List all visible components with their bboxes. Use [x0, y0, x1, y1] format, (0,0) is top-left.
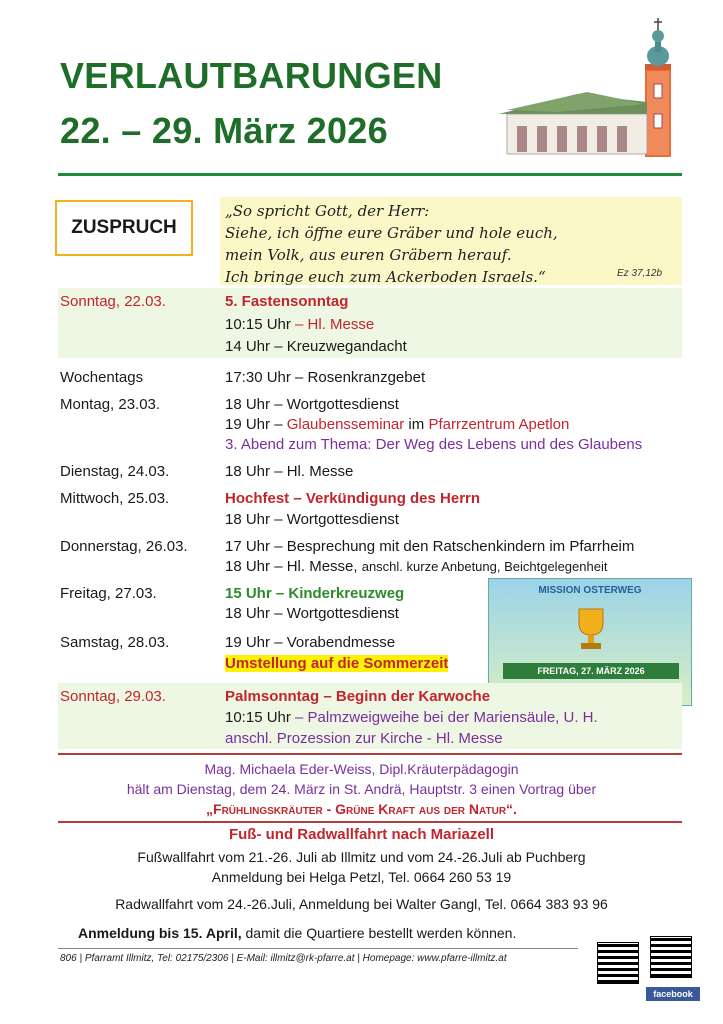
pilgrimage-line: Radwallfahrt vom 24.-26.Juli, Anmeldung bei Walter Gangl, Tel. 0664 383 93 96	[115, 896, 608, 912]
event-line: 19 Uhr – Vorabendmesse	[225, 634, 396, 651]
scripture-reference: Ez 37,12b	[617, 268, 663, 279]
trophy-icon	[571, 605, 611, 653]
dst-notice: Umstellung auf die Sommerzeit	[225, 655, 449, 672]
header-divider	[58, 173, 682, 176]
event-title: 5. Fastensonntag	[225, 293, 349, 310]
pilgrimage-line: Fußwallfahrt vom 21.-26. Juli ab Illmitz und vom 24.-26.Juli ab Puchberg	[137, 849, 586, 865]
quote-line: „So spricht Gott, der Herr:	[225, 202, 430, 220]
event-line: 18 Uhr – Hl. Messe, anschl. kurze Anbetung, Beichtgelegenheit	[225, 558, 608, 575]
registration-deadline: Anmeldung bis 15. April, damit die Quartiere bestellt werden können.	[78, 925, 517, 941]
page-title: VERLAUTBARUNGEN	[60, 55, 443, 96]
event-line: 14 Uhr – Kreuzwegandacht	[225, 338, 407, 355]
day-label: Samstag, 28.03.	[60, 634, 170, 651]
event-line: 3. Abend zum Thema: Der Weg des Lebens und des Glaubens	[225, 436, 643, 453]
event-line: 17:30 Uhr – Rosenkranzgebet	[225, 369, 426, 386]
church-illustration	[497, 14, 697, 158]
poster-date-band: FREITAG, 27. MÄRZ 2026	[503, 663, 679, 679]
event-line: 10:15 Uhr – Hl. Messe	[225, 316, 375, 333]
day-label: Wochentags	[60, 369, 144, 386]
event-line: 17 Uhr – Besprechung mit den Ratschenkindern im Pfarrheim	[225, 538, 635, 555]
qr-code-icon	[597, 942, 639, 984]
poster-title: MISSION OSTERWEG	[538, 585, 642, 596]
scripture-quote	[225, 200, 558, 288]
event-line: anschl. Prozession zur Kirche - Hl. Messe	[225, 730, 503, 747]
event-line: 10:15 Uhr – Palmzweigweihe bei der Mariensäule, U. H.	[225, 709, 598, 726]
quote-line: Siehe, ich öffne eure Gräber und hole euch,	[225, 224, 558, 242]
event-title: Palmsonntag – Beginn der Karwoche	[225, 688, 491, 705]
day-label: Sonntag, 29.03.	[60, 688, 166, 705]
day-label: Freitag, 27.03.	[60, 585, 157, 602]
quote-line: mein Volk, aus euren Gräbern herauf.	[225, 246, 512, 264]
footer-contact: 806 | Pfarramt Illmitz, Tel: 02175/2306 | E-Mail: illmitz@rk-pfarre.at | Homepage: www.pfarre-illmitz.at	[60, 953, 507, 964]
lecture-title: „Frühlingskräuter - Grüne Kraft aus der Natur“.	[206, 801, 517, 817]
footer-divider	[58, 948, 578, 949]
day-label: Montag, 23.03.	[60, 396, 161, 413]
date-range-title: 22. – 29. März 2026	[60, 110, 388, 151]
event-line: 18 Uhr – Wortgottesdienst	[225, 396, 399, 413]
lecture-details: hält am Dienstag, dem 24. März in St. Andrä, Hauptstr. 3 einen Vortrag über	[126, 781, 597, 797]
event-title: 15 Uhr – Kinderkreuzweg	[225, 585, 405, 602]
day-label: Sonntag, 22.03.	[60, 293, 166, 310]
pilgrimage-title: Fuß- und Radwallfahrt nach Mariazell	[228, 826, 495, 843]
facebook-badge: facebook	[646, 987, 700, 1001]
event-title: Hochfest – Verkündigung des Herrn	[225, 490, 481, 507]
qr-code-icon	[650, 936, 692, 978]
pilgrimage-line: Anmeldung bei Helga Petzl, Tel. 0664 260 53 19	[211, 869, 512, 885]
day-label: Mittwoch, 25.03.	[60, 490, 170, 507]
event-line: 18 Uhr – Wortgottesdienst	[225, 511, 399, 528]
lecture-speaker: Mag. Michaela Eder-Weiss, Dipl.Kräuterpädagogin	[204, 761, 519, 777]
event-line: 18 Uhr – Hl. Messe	[225, 463, 354, 480]
section-divider	[58, 753, 682, 755]
zuspruch-label: ZUSPRUCH	[55, 200, 193, 256]
section-divider	[58, 821, 682, 823]
day-label: Dienstag, 24.03.	[60, 463, 170, 480]
day-label: Donnerstag, 26.03.	[60, 538, 188, 555]
event-line: 19 Uhr – Glaubensseminar im Pfarrzentrum Apetlon	[225, 416, 570, 433]
event-line: 18 Uhr – Wortgottesdienst	[225, 605, 399, 622]
quote-line: Ich bringe euch zum Ackerboden Israels.“	[225, 268, 546, 286]
